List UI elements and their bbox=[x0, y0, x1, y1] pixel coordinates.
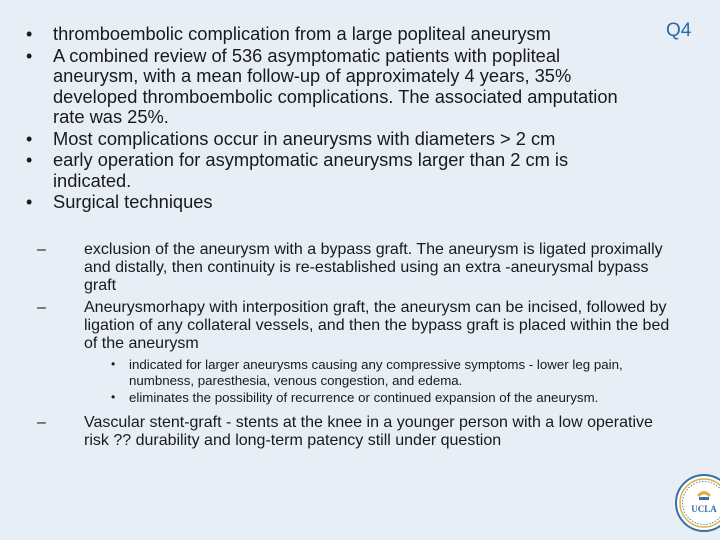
seal-text: UCLA bbox=[691, 504, 717, 514]
sub-bullet-text: Aneurysmorhapy with interposition graft, the aneurysm can be incised, followed by ligation of any collateral vessels, and then the bypass graft is placed within the bed of the aneurysm bbox=[84, 298, 670, 353]
sub-bullet-item bbox=[35, 414, 670, 450]
sub-bullet-item bbox=[35, 299, 670, 406]
main-bullet-list bbox=[22, 24, 642, 214]
bullet-item: • A combined review of 536 asymptomatic patients with popliteal aneurysm, with a mean follow-up of approximately 4 years, 35% developed thromboembolic complications. The associated amputation rate was 25%. bbox=[22, 46, 642, 128]
sub-bullet-text: exclusion of the aneurysm with a bypass graft. The aneurysm is ligated proximally and distally, then continuity is re-established using an extra -aneurysmal bypass graft bbox=[84, 241, 663, 295]
sub-bullet-item bbox=[35, 241, 670, 296]
sub-sub-bullet-item: • eliminates the possibility of recurrence or continued expansion of the aneurysm. bbox=[99, 390, 670, 406]
ucla-seal-icon bbox=[674, 473, 720, 533]
bullet-item: • thromboembolic complication from a large popliteal aneurysm bbox=[22, 24, 642, 45]
sub-bullet-list bbox=[35, 241, 670, 453]
bullet-item: • early operation for asymptomatic aneurysms larger than 2 cm is indicated. bbox=[22, 150, 642, 191]
sub-bullet-text: Vascular stent-graft - stents at the knee in a younger person with a low operative risk ?? durability and long-term patency still under question bbox=[84, 414, 653, 450]
sub-sub-bullet-list bbox=[84, 357, 670, 406]
sub-sub-bullet-item: • indicated for larger aneurysms causing any compressive symptoms - lower leg pain, numbness, paresthesia, venous congestion, and edema. bbox=[99, 357, 670, 388]
bullet-item: • Most complications occur in aneurysms with diameters > 2 cm bbox=[22, 129, 642, 150]
bullet-item: • Surgical techniques bbox=[22, 192, 642, 213]
slide-label: Q4 bbox=[666, 20, 692, 41]
